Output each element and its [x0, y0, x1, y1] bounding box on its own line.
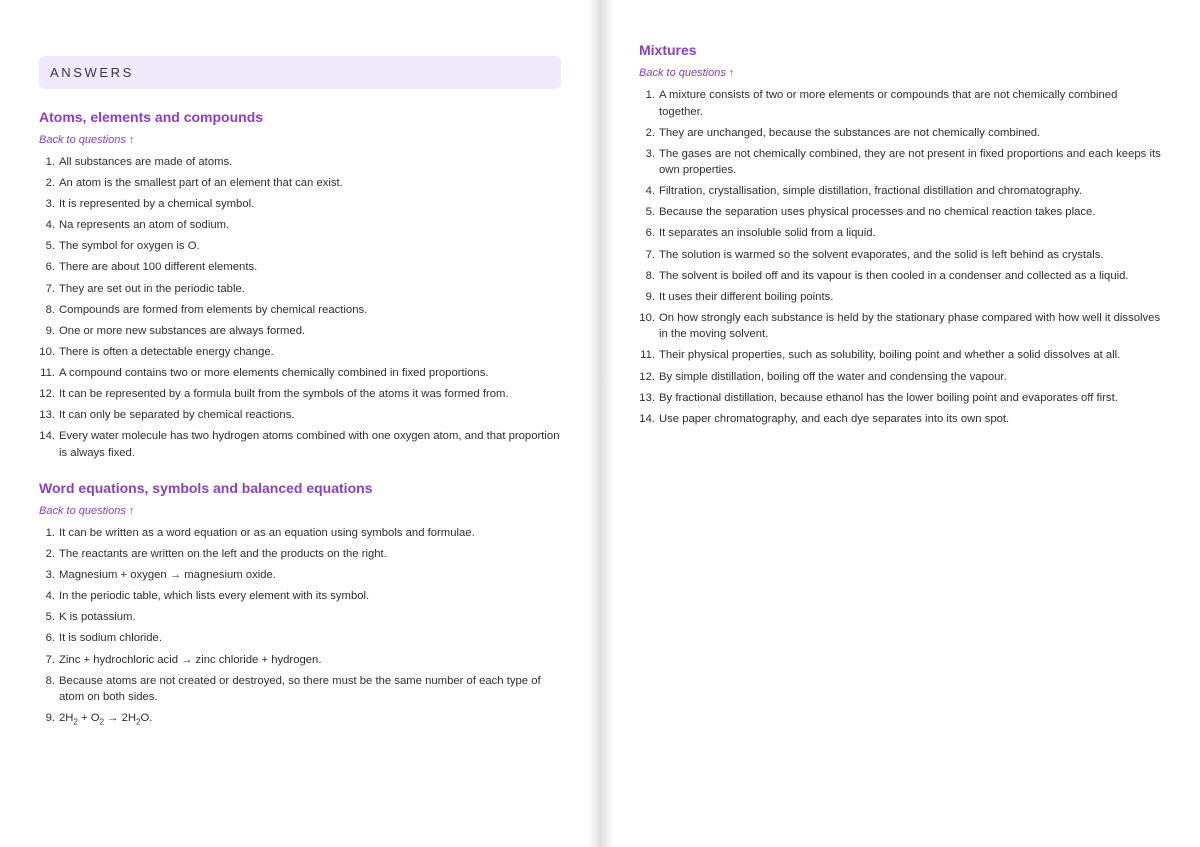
item-text: All substances are made of atoms. [59, 156, 233, 168]
item-number: 6. [45, 632, 55, 645]
item-number: 8. [645, 269, 655, 282]
list-item [39, 588, 561, 605]
section-atoms-elements-compounds [39, 108, 561, 466]
equation-part-plus: + [77, 712, 91, 725]
answer-list [39, 154, 561, 461]
item-text: On how strongly each substance is held by the stationary phase compared with how well it dissolves in the moving solvent. [659, 311, 1161, 341]
item-number: 5. [45, 240, 55, 253]
answers-banner: ANSWERS [39, 56, 561, 89]
item-number: 8. [45, 674, 55, 687]
list-item [39, 238, 561, 255]
list-item [39, 673, 561, 706]
item-text: It uses their different boiling points. [659, 290, 834, 303]
list-item [39, 217, 561, 234]
balanced-equation [59, 710, 561, 727]
item-text: Magnesium + oxygen → magnesium oxide. [59, 569, 276, 582]
item-text: An atom is the smallest part of an element that can exist. [59, 177, 343, 190]
item-number: 5. [45, 611, 55, 624]
item-number: 5. [645, 206, 655, 219]
item-text: Their physical properties, such as solubility, boiling point and whether a solid dissolves at all. [659, 349, 1121, 362]
list-item [39, 344, 561, 361]
list-item [39, 567, 561, 584]
list-item-equation [39, 710, 561, 727]
list-item [639, 225, 1161, 242]
item-number: 1. [45, 156, 55, 168]
list-item [639, 146, 1161, 179]
item-number: 6. [45, 261, 55, 274]
item-number: 1. [645, 89, 655, 101]
item-number: 11. [640, 349, 655, 362]
back-link-label: Back to questions [39, 505, 126, 517]
item-number: 11. [40, 366, 55, 379]
item-number: 10. [639, 311, 655, 324]
item-text: There is often a detectable energy change. [59, 345, 274, 358]
item-number: 3. [45, 198, 55, 211]
back-to-questions-link[interactable] [39, 133, 134, 147]
list-item [639, 204, 1161, 221]
section-title: Atoms, elements and compounds [39, 109, 264, 125]
equation-part-tail: O. [140, 712, 153, 725]
item-text: The solvent is boiled off and its vapour is then cooled in a condenser and collected as a liquid. [659, 269, 1129, 282]
item-text: In the periodic table, which lists every element with its symbol. [59, 590, 370, 603]
item-text: It is sodium chloride. [59, 632, 162, 645]
item-text: The reactants are written on the left and the products on the right. [59, 548, 387, 561]
item-number: 14. [39, 430, 55, 443]
list-item [39, 281, 561, 298]
item-text: It can be written as a word equation or as an equation using symbols and formulae. [59, 527, 475, 539]
list-item [39, 175, 561, 192]
back-to-questions-link[interactable] [39, 504, 134, 518]
item-text: One or more new substances are always formed. [59, 324, 306, 337]
section-word-equations [39, 479, 561, 731]
equation-part-coef1: 2H [59, 712, 74, 725]
item-text: By fractional distillation, because ethanol has the lower boiling point and evaporates off first. [659, 391, 1118, 404]
back-to-questions-link[interactable] [639, 66, 734, 80]
item-text: A mixture consists of two or more elements or compounds that are not chemically combined together. [659, 89, 1118, 118]
item-text: Because the separation uses physical processes and no chemical reaction takes place. [659, 206, 1096, 219]
item-text: It can be represented by a formula built from the symbols of the atoms it was formed from. [59, 388, 509, 401]
list-item [639, 289, 1161, 306]
list-item [39, 259, 561, 276]
item-number: 4. [645, 185, 655, 198]
list-item [39, 302, 561, 319]
list-item [39, 428, 561, 461]
item-text: It is represented by a chemical symbol. [59, 198, 255, 211]
list-item [639, 268, 1161, 285]
item-number: 4. [45, 219, 55, 232]
item-number: 3. [645, 147, 655, 160]
item-text: A compound contains two or more elements chemically combined in fixed proportions. [59, 366, 489, 379]
equation-part-o: O [90, 712, 100, 725]
item-number: 10. [39, 345, 55, 358]
list-item [39, 546, 561, 563]
answer-list [639, 87, 1161, 427]
item-number: 7. [45, 653, 55, 666]
item-text: Filtration, crystallisation, simple distillation, fractional distillation and chromatography. [659, 185, 1082, 198]
item-number: 2. [45, 177, 55, 190]
item-number: 7. [45, 282, 55, 295]
item-number: 7. [645, 248, 655, 261]
item-number: 2. [45, 548, 55, 561]
item-text: They are unchanged, because the substances are not chemically combined. [659, 126, 1041, 139]
list-item [639, 247, 1161, 264]
list-item [39, 154, 561, 171]
back-link-label: Back to questions [39, 134, 126, 146]
list-item [639, 390, 1161, 407]
list-item [639, 87, 1161, 120]
answer-list [39, 525, 561, 727]
item-text: It can only be separated by chemical reactions. [59, 409, 295, 422]
list-item [639, 125, 1161, 142]
list-item [639, 183, 1161, 200]
list-item [39, 630, 561, 647]
item-number: 13. [39, 409, 55, 422]
item-number: 9. [45, 324, 55, 337]
item-number: 9. [45, 712, 55, 725]
equation-part-sub2: 2 [99, 717, 105, 727]
list-item [39, 386, 561, 403]
item-number: 3. [45, 569, 55, 582]
equation-part-sub3: 2 [136, 717, 141, 727]
item-text: Compounds are formed from elements by chemical reactions. [59, 303, 368, 316]
list-item [39, 407, 561, 424]
item-number: 8. [45, 303, 55, 316]
item-text: There are about 100 different elements. [59, 261, 258, 274]
item-number: 1. [45, 527, 55, 539]
item-text: K is potassium. [59, 611, 136, 624]
item-number: 2. [645, 126, 655, 139]
item-number: 4. [45, 590, 55, 603]
item-text: Because atoms are not created or destroyed, so there must be the same number of each type of atom on both sides. [59, 674, 541, 704]
item-text: Zinc + hydrochloric acid → zinc chloride + hydrogen. [59, 653, 322, 666]
section-title: Mixtures [639, 42, 697, 58]
arrow-up-icon: ↑ [728, 67, 735, 79]
item-number: 12. [639, 370, 655, 383]
equation-part-coef2: 2H [121, 712, 137, 725]
list-item [39, 196, 561, 213]
list-item [639, 369, 1161, 386]
item-number: 12. [39, 388, 55, 401]
item-number: 9. [645, 290, 655, 303]
item-text: It separates an insoluble solid from a liquid. [659, 227, 876, 240]
book-spine [586, 0, 614, 847]
item-text: The symbol for oxygen is O. [59, 240, 200, 253]
equation-part-sub1: 2 [73, 717, 78, 727]
item-number: 13. [639, 391, 655, 404]
item-text: Use paper chromatography, and each dye separates into its own spot. [659, 412, 1010, 425]
arrow-up-icon: ↑ [128, 134, 135, 146]
list-item [39, 323, 561, 340]
back-link-label: Back to questions [639, 67, 726, 79]
item-number: 14. [639, 412, 655, 425]
list-item [39, 609, 561, 626]
list-item [639, 411, 1161, 428]
list-item [39, 365, 561, 382]
list-item [39, 525, 561, 542]
list-item [39, 652, 561, 669]
item-text: By simple distillation, boiling off the water and condensing the vapour. [659, 370, 1007, 383]
item-text: Every water molecule has two hydrogen atoms combined with one oxygen atom, and that proportion is always fixed. [59, 430, 560, 459]
item-text: They are set out in the periodic table. [59, 282, 245, 295]
item-number: 6. [645, 227, 655, 240]
section-title: Word equations, symbols and balanced equations [39, 480, 373, 496]
item-text: Na represents an atom of sodium. [59, 219, 230, 232]
list-item [639, 310, 1161, 343]
item-text: The solution is warmed so the solvent evaporates, and the solid is left behind as crystals. [659, 248, 1104, 261]
item-text: The gases are not chemically combined, they are not present in fixed proportions and each keeps its own properties. [659, 147, 1161, 177]
list-item [639, 347, 1161, 364]
equation-part-arrow: → [104, 712, 122, 725]
section-mixtures [639, 41, 1161, 432]
arrow-up-icon: ↑ [128, 505, 135, 517]
